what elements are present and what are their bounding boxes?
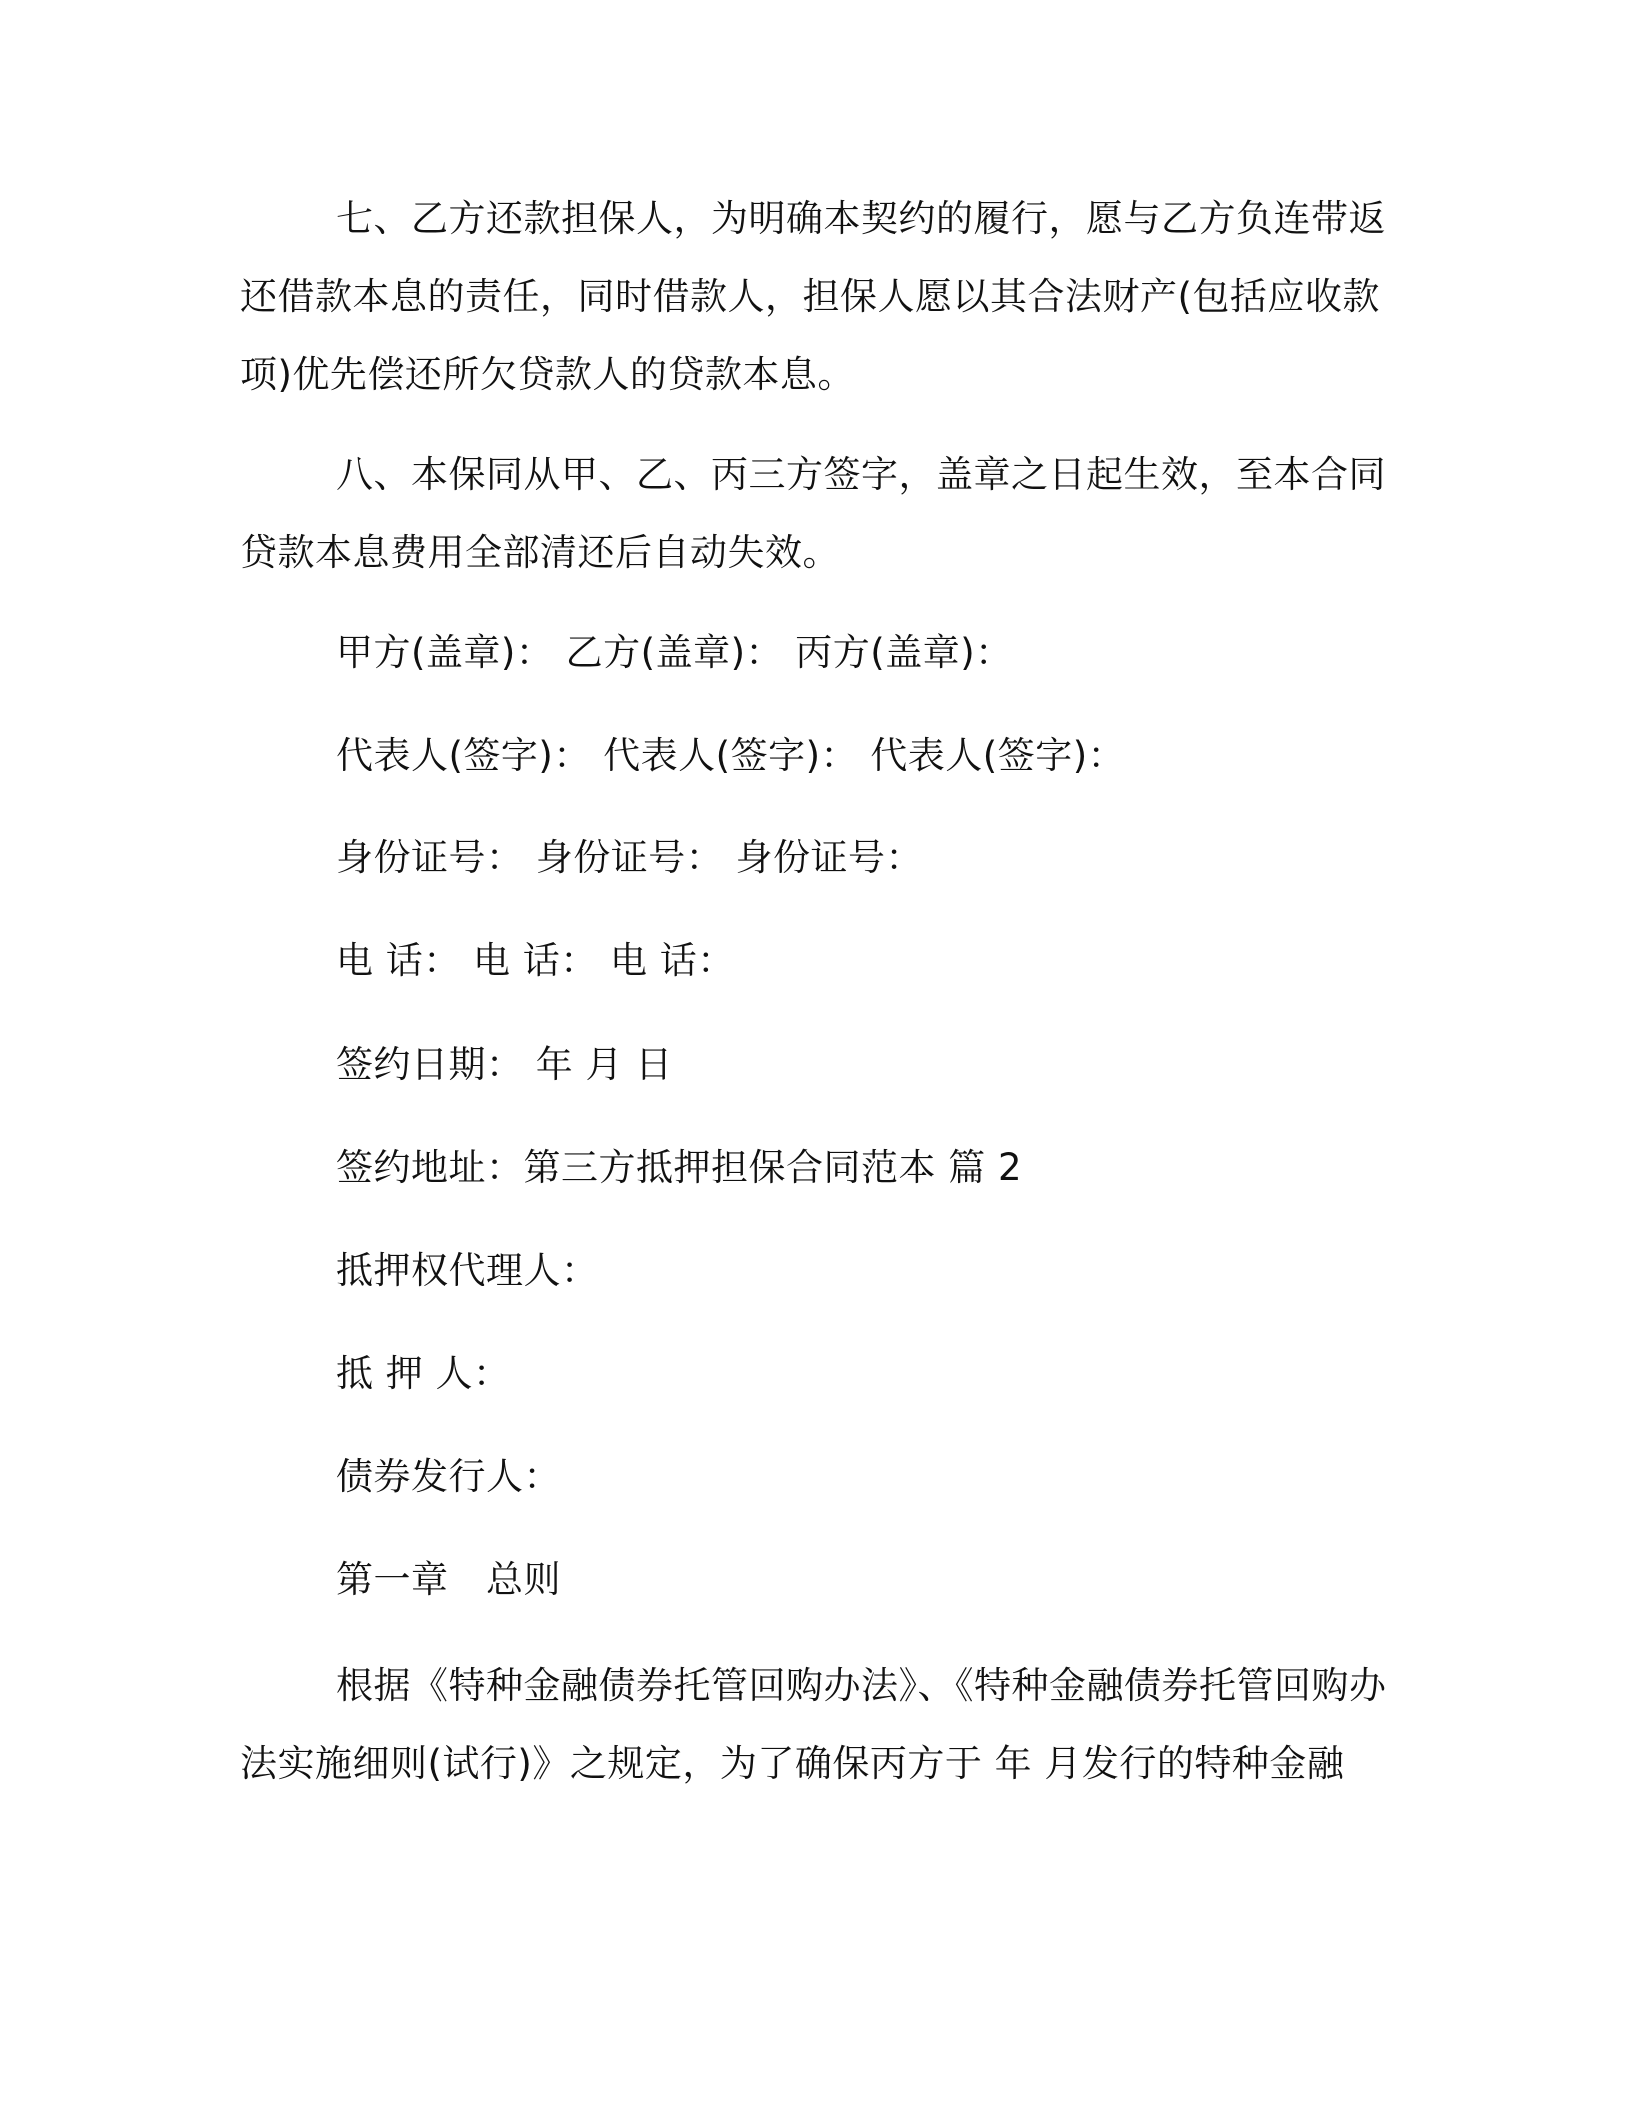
clause-8-paragraph: 八、本保同从甲、乙、丙三方签字，盖章之日起生效，至本合同贷款本息费用全部清还后自动失效。 <box>240 453 1386 574</box>
mortgagor-line: 抵 押 人： <box>336 1352 511 1395</box>
bond-issuer-line: 债券发行人： <box>336 1455 561 1498</box>
clause-7-paragraph: 七、乙方还款担保人，为明确本契约的履行，愿与乙方负连带返还借款本息的责任，同时借款人，担保人愿以其合法财产(包括应收款项)优先偿还所欠贷款人的贷款本息。 <box>240 197 1386 396</box>
mortgagee-agent-line: 抵押权代理人： <box>336 1249 599 1292</box>
chapter-title: 第一章 总则 <box>336 1558 561 1601</box>
phone-line: 电 话： 电 话： 电 话： <box>336 939 735 982</box>
id-number-line: 身份证号： 身份证号： 身份证号： <box>336 836 924 879</box>
seal-line: 甲方(盖章)： 乙方(盖章)： 丙方(盖章)： <box>336 631 1013 674</box>
chapter-body-paragraph: 根据《特种金融债券托管回购办法》、《特种金融债券托管回购办法实施细则(试行)》之规定，为了确保丙方于 年 月发行的特种金融 <box>240 1664 1387 1785</box>
representative-line: 代表人(签字)： 代表人(签字)： 代表人(签字)： <box>336 734 1126 777</box>
signing-address-line: 签约地址：第三方抵押担保合同范本 篇 2 <box>336 1146 1023 1189</box>
signing-date-line: 签约日期： 年 月 日 <box>336 1043 673 1086</box>
